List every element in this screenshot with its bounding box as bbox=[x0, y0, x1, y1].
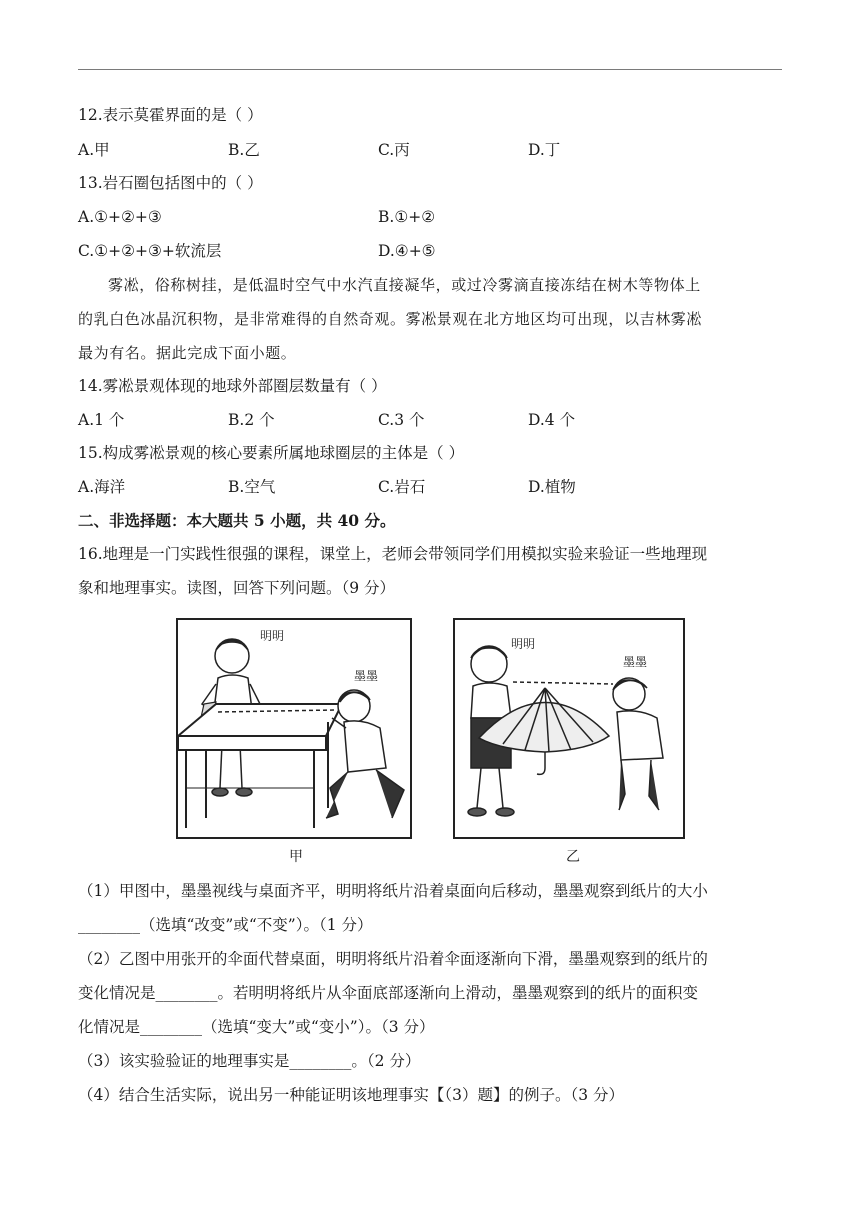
q15-option-b: B.空气 bbox=[228, 478, 276, 496]
q16-sub1-line-1: （1）甲图中，墨墨视线与桌面齐平，明明将纸片沿着桌面向后移动，墨墨观察到纸片的大小 bbox=[78, 882, 708, 900]
q14-option-c: C.3 个 bbox=[378, 411, 425, 429]
passage-line-1: 雾凇，俗称树挂，是低温时空气中水汽直接凝华，或过冷雾滴直接冻结在树木等物体上 bbox=[108, 276, 701, 294]
label-mingming-yi: 明明 bbox=[511, 637, 536, 651]
figure-jia bbox=[176, 618, 412, 839]
q12-option-c: C.丙 bbox=[378, 141, 410, 159]
section-heading: 二、非选择题：本大题共 5 小题，共 40 分。 bbox=[78, 511, 396, 530]
passage-line-3: 最为有名。据此完成下面小题。 bbox=[78, 344, 297, 362]
q12-option-d: D.丁 bbox=[528, 141, 561, 159]
q15-stem: 15.构成雾凇景观的核心要素所属地球圈层的主体是（ ） bbox=[78, 444, 465, 462]
q16-stem-line-1: 16.地理是一门实践性很强的课程，课堂上，老师会带领同学们用模拟实验来验证一些地理现 bbox=[78, 545, 708, 563]
figure-yi-caption: 乙 bbox=[566, 849, 580, 865]
q14-option-d: D.4 个 bbox=[528, 411, 576, 429]
q13-option-a: A.①+②+③ bbox=[78, 208, 162, 226]
q13-stem: 13.岩石圈包括图中的（ ） bbox=[78, 174, 263, 192]
q16-sub1-line-2: ________（选填“改变”或“不变”）。（1 分） bbox=[78, 916, 373, 934]
q14-option-a: A.1 个 bbox=[78, 411, 125, 429]
q16-sub2-line-3: 化情况是________（选填“变大”或“变小”）。（3 分） bbox=[78, 1018, 435, 1036]
q13-option-d: D.④+⑤ bbox=[378, 242, 436, 260]
q16-stem-line-2: 象和地理事实。读图，回答下列问题。（9 分） bbox=[78, 579, 396, 597]
figure-yi bbox=[453, 618, 685, 839]
q13-option-b: B.①+② bbox=[378, 208, 436, 226]
q16-sub2-line-1: （2）乙图中用张开的伞面代替桌面，明明将纸片沿着伞面逐渐向下滑，墨墨观察到的纸片的 bbox=[78, 950, 708, 968]
label-momo-jia: 墨墨 bbox=[354, 669, 379, 683]
q12-stem: 12.表示莫霍界面的是（ ） bbox=[78, 106, 263, 124]
q12-option-b: B.乙 bbox=[228, 141, 260, 159]
q15-option-d: D.植物 bbox=[528, 478, 576, 496]
label-momo-yi: 墨墨 bbox=[623, 655, 648, 669]
label-mingming-jia: 明明 bbox=[260, 629, 285, 643]
q16-sub2-line-2: 变化情况是________。若明明将纸片从伞面底部逐渐向上滑动，墨墨观察到的纸片的面积变 bbox=[78, 984, 699, 1002]
q16-sub3: （3）该实验验证的地理事实是________。（2 分） bbox=[78, 1052, 421, 1070]
q14-stem: 14.雾凇景观体现的地球外部圈层数量有（ ） bbox=[78, 377, 387, 395]
header-rule bbox=[78, 69, 782, 70]
figure-jia-caption: 甲 bbox=[289, 849, 303, 865]
q15-option-a: A.海洋 bbox=[78, 478, 126, 496]
q12-option-a: A.甲 bbox=[78, 141, 110, 159]
q13-option-c: C.①+②+③+软流层 bbox=[78, 242, 222, 260]
q16-sub4: （4）结合生活实际，说出另一种能证明该地理事实【（3）题】的例子。（3 分） bbox=[78, 1086, 625, 1104]
q15-option-c: C.岩石 bbox=[378, 478, 426, 496]
q14-option-b: B.2 个 bbox=[228, 411, 275, 429]
passage-line-2: 的乳白色冰晶沉积物，是非常难得的自然奇观。雾凇景观在北方地区均可出现，以吉林雾凇 bbox=[78, 310, 703, 328]
